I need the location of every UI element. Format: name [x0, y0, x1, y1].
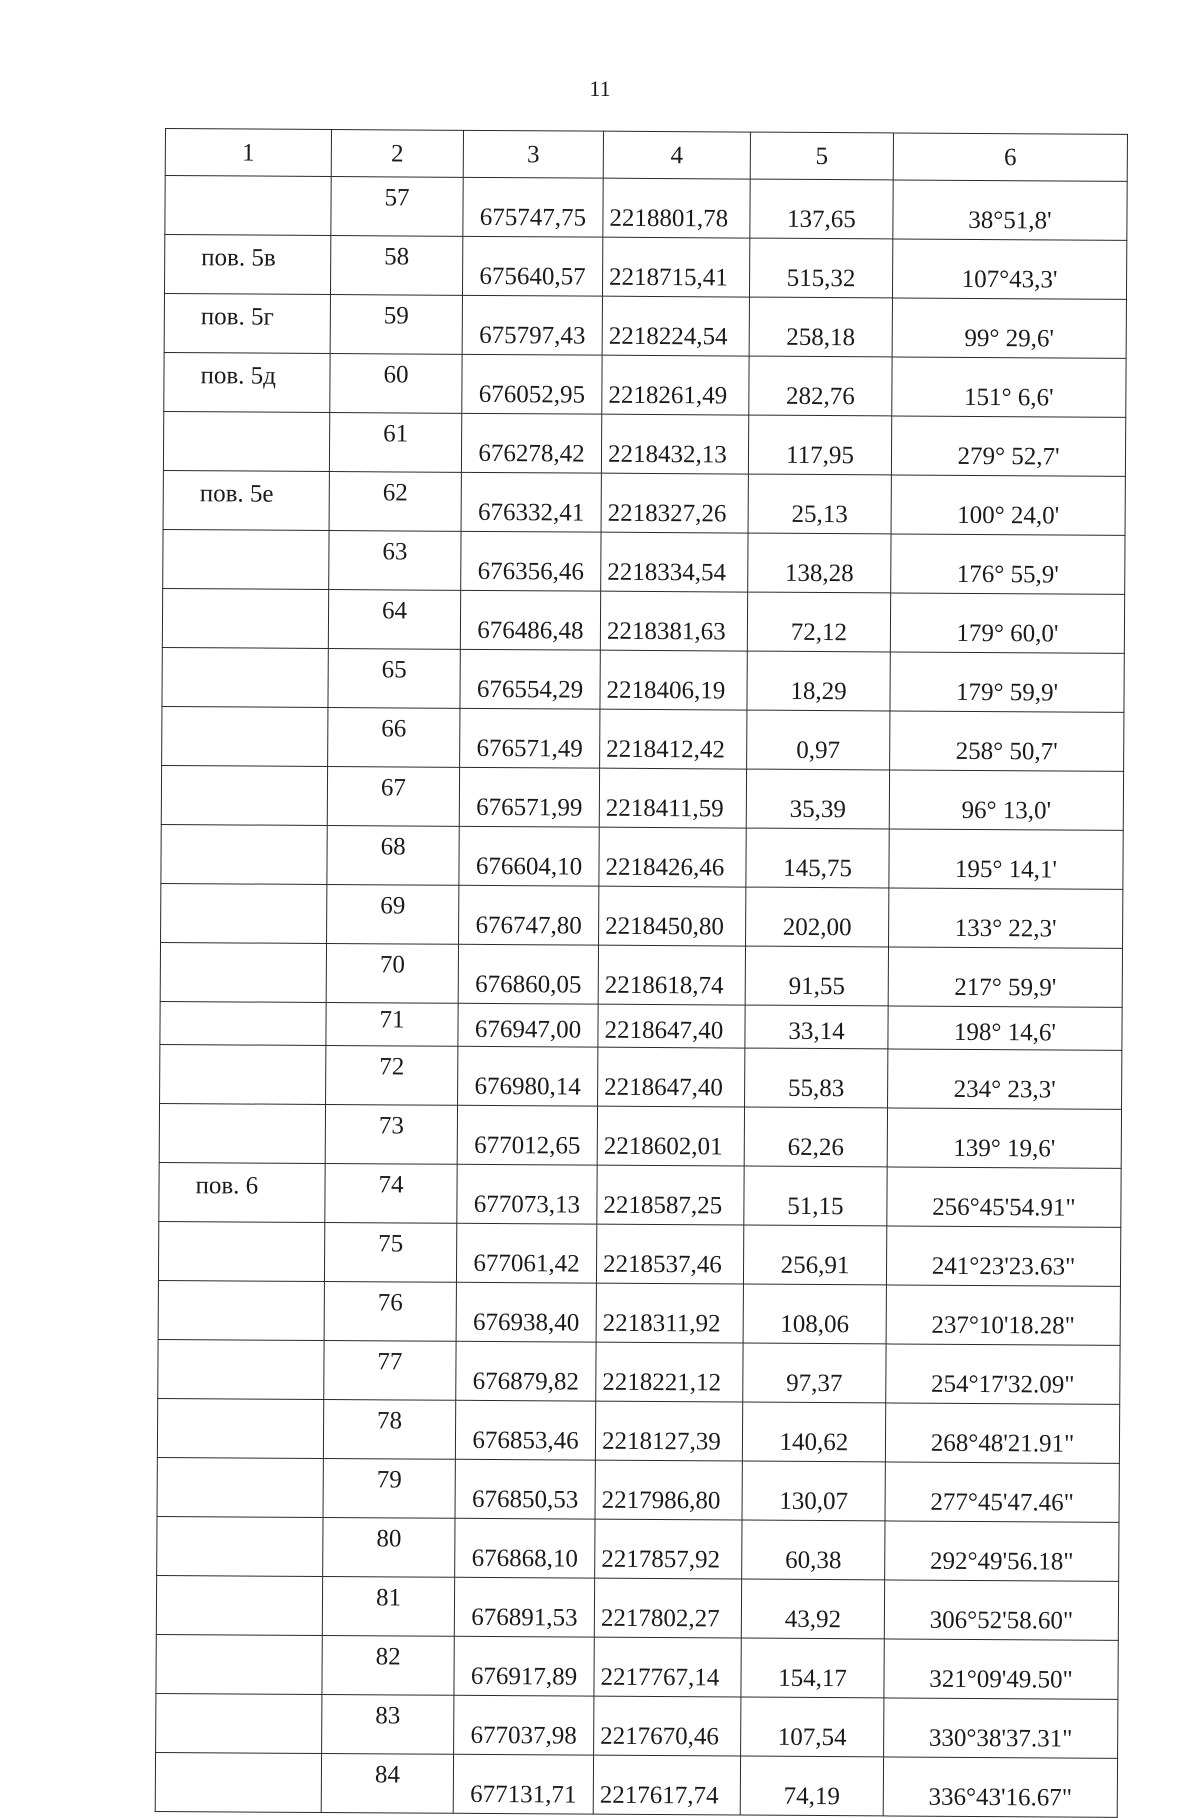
- table-row: [156, 1634, 1118, 1699]
- turning-point-label: [157, 1398, 323, 1458]
- segment-length: 18,29: [747, 651, 890, 711]
- coordinate-x: 676356,46: [461, 531, 601, 591]
- point-number: 84: [321, 1753, 453, 1813]
- coordinate-x: 676052,95: [462, 354, 602, 414]
- coordinate-x: 676278,42: [461, 413, 601, 473]
- point-number: 60: [330, 354, 462, 414]
- turning-point-label: [157, 1457, 323, 1517]
- coordinate-y: 2217767,14: [594, 1637, 741, 1697]
- segment-length: 51,15: [744, 1166, 887, 1226]
- direction-angle: 321°09'49.50": [884, 1639, 1118, 1699]
- turning-point-label: [165, 176, 331, 236]
- header-cell: 6: [893, 133, 1127, 181]
- coordinate-x: 675747,75: [463, 177, 603, 237]
- direction-angle: 151° 6,6': [892, 357, 1126, 417]
- point-number: 65: [328, 649, 460, 709]
- coordinate-x: 676938,40: [456, 1282, 596, 1342]
- coordinate-x: 676850,53: [455, 1459, 595, 1519]
- point-number: 66: [328, 708, 460, 768]
- point-number: 68: [327, 826, 459, 886]
- header-cell: 2: [331, 130, 463, 178]
- turning-point-label: [161, 824, 327, 884]
- coordinate-y: 2218311,92: [596, 1283, 743, 1343]
- turning-point-label: пов. 5е: [163, 470, 329, 530]
- table-row: [160, 1001, 1122, 1050]
- point-number: 79: [323, 1458, 455, 1518]
- table-row: [155, 1752, 1117, 1817]
- segment-length: 202,00: [746, 887, 889, 947]
- point-number: 72: [326, 1046, 458, 1106]
- direction-angle: 99° 29,6': [892, 298, 1126, 358]
- table-row: [156, 1575, 1118, 1640]
- header-cell: 4: [603, 131, 750, 179]
- coordinate-y: 2218426,46: [599, 827, 746, 887]
- point-number: 58: [330, 236, 462, 296]
- point-number: 82: [322, 1635, 454, 1695]
- coordinate-y: 2218221,12: [596, 1342, 743, 1402]
- segment-length: 74,19: [740, 1756, 883, 1816]
- table-header-row: [165, 129, 1127, 182]
- direction-angle: 234° 23,3': [888, 1049, 1122, 1109]
- coordinate-x: 676853,46: [455, 1400, 595, 1460]
- direction-angle: 330°38'37.31": [884, 1698, 1118, 1758]
- table-row: [158, 1280, 1120, 1345]
- coordinates-table: [155, 128, 1128, 1818]
- turning-point-label: [158, 1339, 324, 1399]
- coordinate-x: 676332,41: [461, 472, 601, 532]
- coordinate-y: 2217617,74: [593, 1755, 740, 1815]
- coordinate-y: 2218715,41: [602, 237, 749, 297]
- direction-angle: 306°52'58.60": [884, 1580, 1118, 1640]
- segment-length: 97,37: [743, 1343, 886, 1403]
- segment-length: 154,17: [741, 1638, 884, 1698]
- coordinate-y: 2218602,01: [597, 1106, 744, 1166]
- turning-point-label: [161, 765, 327, 825]
- segment-length: 107,54: [741, 1697, 884, 1757]
- turning-point-label: пов. 5д: [164, 352, 330, 412]
- table-row: [161, 824, 1123, 889]
- coordinate-y: 2218647,40: [598, 1047, 745, 1107]
- direction-angle: 256°45'54.91": [887, 1167, 1121, 1227]
- coordinate-y: 2217986,80: [595, 1460, 742, 1520]
- direction-angle: 258° 50,7': [890, 711, 1124, 771]
- table-row: [163, 529, 1125, 594]
- coordinate-y: 2218801,78: [603, 178, 750, 238]
- coordinate-x: 676868,10: [455, 1518, 595, 1578]
- segment-length: 138,28: [748, 533, 891, 593]
- segment-length: 108,06: [743, 1284, 886, 1344]
- direction-angle: 336°43'16.67": [883, 1757, 1117, 1817]
- segment-length: 130,07: [742, 1461, 885, 1521]
- turning-point-label: пов. 5в: [164, 235, 330, 295]
- table-row: [158, 1221, 1120, 1286]
- table-row: [163, 470, 1125, 535]
- direction-angle: 279° 52,7': [891, 416, 1125, 476]
- coordinate-y: 2218127,39: [595, 1401, 742, 1461]
- coordinate-x: 676891,53: [454, 1577, 594, 1637]
- point-number: 67: [327, 767, 459, 827]
- turning-point-label: [156, 1634, 322, 1694]
- table-row: [162, 706, 1124, 771]
- table-row: [157, 1457, 1119, 1522]
- direction-angle: 268°48'21.91": [885, 1403, 1119, 1463]
- table-row: [164, 235, 1126, 300]
- point-number: 69: [327, 885, 459, 945]
- direction-angle: 217° 59,9': [888, 947, 1122, 1007]
- direction-angle: 195° 14,1': [889, 829, 1123, 889]
- direction-angle: 198° 14,6': [888, 1006, 1122, 1050]
- direction-angle: 179° 59,9': [890, 652, 1124, 712]
- coordinate-y: 2218381,63: [600, 591, 747, 651]
- turning-point-label: [157, 1516, 323, 1576]
- table-row: [161, 765, 1123, 830]
- segment-length: 117,95: [748, 415, 891, 475]
- coordinate-y: 2218327,26: [601, 473, 748, 533]
- point-number: 61: [329, 413, 461, 473]
- table-row: [158, 1339, 1120, 1404]
- table-row: [157, 1398, 1119, 1463]
- segment-length: 0,97: [747, 710, 890, 770]
- segment-length: 33,14: [745, 1005, 888, 1049]
- coordinate-y: 2217802,27: [594, 1578, 741, 1638]
- coordinate-y: 2217857,92: [595, 1519, 742, 1579]
- coordinate-x: 677131,71: [453, 1754, 593, 1814]
- coordinate-y: 2218224,54: [602, 296, 749, 356]
- coordinate-y: 2218432,13: [601, 414, 748, 474]
- coordinate-y: 2218587,25: [597, 1165, 744, 1225]
- point-number: 73: [325, 1104, 457, 1164]
- direction-angle: 237°10'18.28": [886, 1285, 1120, 1345]
- direction-angle: 176° 55,9': [891, 534, 1125, 594]
- turning-point-label: [162, 647, 328, 707]
- coordinate-x: 676980,14: [458, 1046, 598, 1106]
- coordinate-x: 675797,43: [462, 295, 602, 355]
- turning-point-label: [158, 1280, 324, 1340]
- point-number: 74: [325, 1163, 457, 1223]
- point-number: 64: [328, 590, 460, 650]
- table-row: [162, 588, 1124, 653]
- segment-length: 258,18: [749, 297, 892, 357]
- point-number: 81: [322, 1576, 454, 1636]
- coordinate-y: 2218412,42: [600, 709, 747, 769]
- point-number: 62: [329, 472, 461, 532]
- point-number: 63: [329, 531, 461, 591]
- segment-length: 140,62: [742, 1402, 885, 1462]
- segment-length: 91,55: [745, 946, 888, 1006]
- turning-point-label: [156, 1575, 322, 1635]
- direction-angle: 107°43,3': [892, 239, 1126, 299]
- turning-point-label: [163, 529, 329, 589]
- coordinate-y: 2218334,54: [601, 532, 748, 592]
- point-number: 80: [323, 1517, 455, 1577]
- segment-length: 72,12: [747, 592, 890, 652]
- coordinate-x: 675640,57: [462, 236, 602, 296]
- coordinate-x: 676486,48: [460, 590, 600, 650]
- turning-point-label: [155, 1752, 321, 1812]
- direction-angle: 179° 60,0': [890, 593, 1124, 653]
- table-row: [160, 942, 1122, 1007]
- coordinate-y: 2218450,80: [599, 886, 746, 946]
- turning-point-label: пов. 5г: [164, 293, 330, 353]
- table-row: [162, 647, 1124, 712]
- point-number: 71: [326, 1003, 458, 1047]
- header-cell: 1: [165, 129, 331, 177]
- table-row: [164, 293, 1126, 358]
- point-number: 78: [323, 1399, 455, 1459]
- point-number: 70: [326, 944, 458, 1004]
- direction-angle: 292°49'56.18": [885, 1521, 1119, 1581]
- coordinate-x: 677037,98: [454, 1695, 594, 1755]
- table-row: [163, 411, 1125, 476]
- coordinate-x: 676571,99: [459, 767, 599, 827]
- turning-point-label: [160, 1001, 326, 1045]
- turning-point-label: [158, 1221, 324, 1281]
- coordinate-x: 676879,82: [456, 1341, 596, 1401]
- point-number: 77: [324, 1340, 456, 1400]
- header-cell: 3: [463, 130, 603, 178]
- segment-length: 515,32: [749, 238, 892, 298]
- table-row: [156, 1693, 1118, 1758]
- coordinate-y: 2218411,59: [599, 768, 746, 828]
- direction-angle: 241°23'23.63": [886, 1226, 1120, 1286]
- segment-length: 137,65: [750, 179, 893, 239]
- table-row: [157, 1516, 1119, 1581]
- table-row: [161, 883, 1123, 948]
- segment-length: 282,76: [749, 356, 892, 416]
- coordinate-x: 676917,89: [454, 1636, 594, 1696]
- coordinate-y: 2218406,19: [600, 650, 747, 710]
- direction-angle: 254°17'32.09": [886, 1344, 1120, 1404]
- segment-length: 25,13: [748, 474, 891, 534]
- direction-angle: 139° 19,6': [887, 1108, 1121, 1168]
- point-number: 59: [330, 295, 462, 355]
- coordinate-y: 2217670,46: [594, 1696, 741, 1756]
- direction-angle: 100° 24,0': [891, 475, 1125, 535]
- turning-point-label: пов. 6: [159, 1162, 325, 1222]
- table-row: [165, 176, 1127, 241]
- table-row: [159, 1103, 1121, 1168]
- coordinate-y: 2218618,74: [598, 945, 745, 1005]
- turning-point-label: [160, 1044, 326, 1104]
- coordinate-x: 676554,29: [460, 649, 600, 709]
- turning-point-label: [162, 706, 328, 766]
- table-row: [160, 1044, 1122, 1109]
- turning-point-label: [156, 1693, 322, 1753]
- segment-length: 256,91: [743, 1225, 886, 1285]
- segment-length: 55,83: [745, 1048, 888, 1108]
- direction-angle: 38°51,8': [893, 180, 1127, 240]
- point-number: 83: [322, 1694, 454, 1754]
- point-number: 75: [324, 1222, 456, 1282]
- turning-point-label: [162, 588, 328, 648]
- segment-length: 43,92: [741, 1579, 884, 1639]
- segment-length: 145,75: [746, 828, 889, 888]
- direction-angle: 133° 22,3': [889, 888, 1123, 948]
- table-row: [159, 1162, 1121, 1227]
- segment-length: 62,26: [744, 1107, 887, 1167]
- direction-angle: 277°45'47.46": [885, 1462, 1119, 1522]
- point-number: 57: [331, 177, 463, 237]
- coordinate-x: 677073,13: [457, 1164, 597, 1224]
- coordinate-x: 676860,05: [458, 944, 598, 1004]
- coordinate-x: 677012,65: [457, 1105, 597, 1165]
- point-number: 76: [324, 1281, 456, 1341]
- turning-point-label: [163, 411, 329, 471]
- header-cell: 5: [750, 132, 893, 180]
- coordinate-y: 2218537,46: [596, 1224, 743, 1284]
- coordinate-x: 677061,42: [456, 1223, 596, 1283]
- turning-point-label: [159, 1103, 325, 1163]
- turning-point-label: [161, 883, 327, 943]
- direction-angle: 96° 13,0': [889, 770, 1123, 830]
- segment-length: 60,38: [742, 1520, 885, 1580]
- turning-point-label: [160, 942, 326, 1002]
- page-number: 11: [589, 76, 611, 101]
- coordinate-y: 2218647,40: [598, 1004, 745, 1048]
- coordinate-y: 2218261,49: [602, 355, 749, 415]
- coordinate-x: 676947,00: [458, 1003, 598, 1047]
- coordinate-x: 676747,80: [459, 885, 599, 945]
- coordinate-x: 676571,49: [460, 708, 600, 768]
- coordinate-x: 676604,10: [459, 826, 599, 886]
- table-row: [164, 352, 1126, 417]
- segment-length: 35,39: [746, 769, 889, 829]
